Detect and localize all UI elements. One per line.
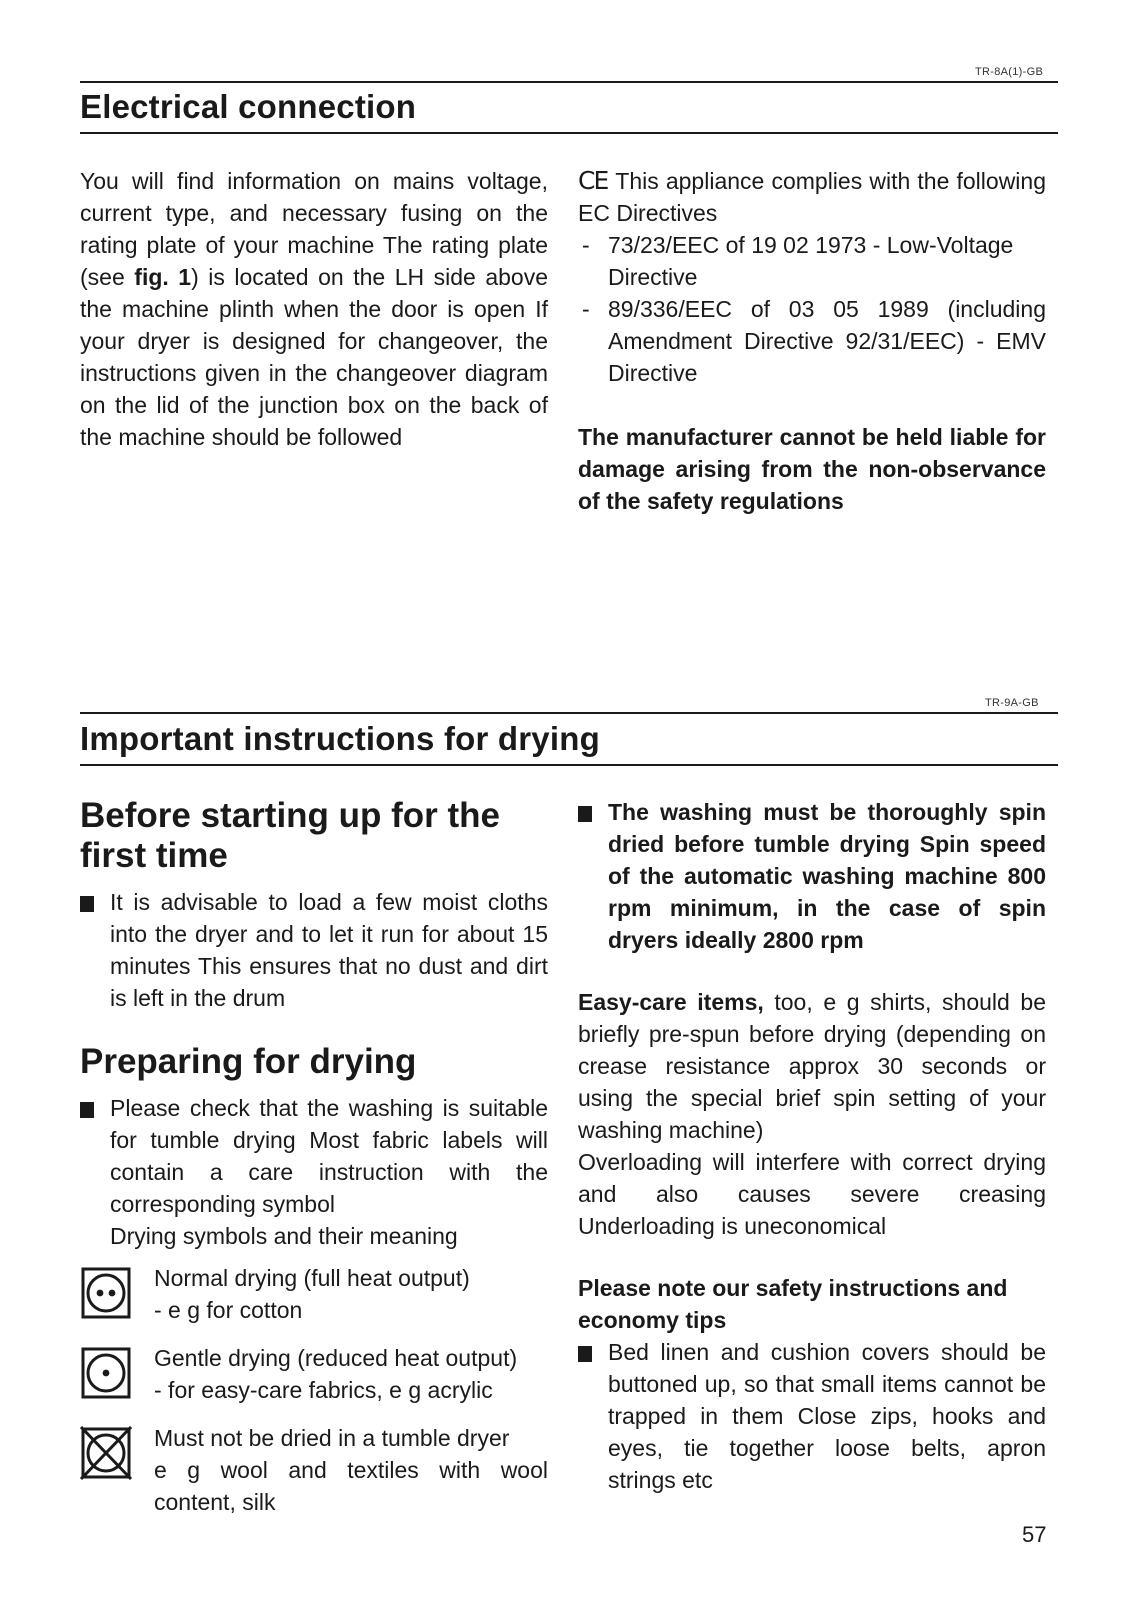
liability-notice: The manufacturer cannot be held liable for damage arising from the non-observance of the safety regulations	[578, 424, 1046, 514]
before-bullet: It is advisable to load a few moist cloths into the dryer and to let it run for about 15 minutes This ensures that no dust and dirt is left in the drum	[80, 886, 548, 1014]
heading-rule	[80, 764, 1058, 766]
heading-rule	[80, 132, 1058, 134]
electrical-info-paragraph: You will find information on mains voltage, current type, and necessary fusing on the rating plate of your machine The rating plate (see fig. 1) is located on the LH side above the machine plinth when the door is open If your dryer is designed for changeover, the instructions given in the changeover diagram on the lid of the junction box on the back of the machine should be followed	[80, 168, 549, 450]
preparing-heading: Preparing for drying	[80, 1042, 417, 1081]
tumble-dry-gentle-icon	[80, 1346, 132, 1400]
ce-text: This appliance complies with the following EC Directives	[578, 168, 1046, 226]
easycare-paragraph: Easy-care items, too, e g shirts, should be briefly pre-spun before drying (depending on crease resistance approx 30 seconds or using the special brief spin setting of your washing machine)	[578, 989, 1046, 1143]
before-heading: Before starting up for the first time	[80, 796, 501, 875]
section-code: TR-9A-GB	[985, 697, 1039, 709]
symbol-row-normal: Normal drying (full heat output) - e g for cotton	[80, 1262, 548, 1326]
symbol-row-gentle: Gentle drying (reduced heat output) - for easy-care fabrics, e g acrylic	[80, 1342, 548, 1406]
safety-bullet: Bed linen and cushion covers should be buttoned up, so that small items cannot be trapped in them Close zips, hooks and eyes, tie together loose belts, apron strings etc	[578, 1336, 1046, 1496]
safety-heading: Please note our safety instructions and economy tips	[578, 1275, 1008, 1333]
drying-right-column	[578, 796, 1046, 1496]
directive-item: - 73/23/EEC of 19 02 1973 - Low-Voltage Directive	[582, 232, 1014, 290]
fig-reference: fig. 1	[134, 264, 192, 290]
section-code: TR-8A(1)-GB	[975, 66, 1044, 78]
ce-compliance-block	[578, 165, 1046, 517]
section-heading: Important instructions for drying	[80, 720, 600, 757]
do-not-tumble-dry-icon	[80, 1426, 132, 1480]
symbol-row-no-dry: Must not be dried in a tumble dryer e g wool and textiles with wool content, silk	[80, 1422, 548, 1518]
page-number: 57	[1022, 1522, 1047, 1547]
drying-left-column	[80, 796, 548, 1518]
tumble-dry-normal-icon	[80, 1266, 132, 1320]
symbols-intro: Drying symbols and their meaning	[110, 1223, 458, 1249]
spin-bullet: The washing must be thoroughly spin dried before tumble drying Spin speed of the automatic washing machine 800 rpm minimum, in the case of spin dryers ideally 2800 rpm	[578, 796, 1046, 956]
top-rule	[80, 81, 1058, 83]
preparing-bullet: Please check that the washing is suitable for tumble drying Most fabric labels will contain a care instruction with the corresponding symbol	[80, 1092, 548, 1220]
directive-item: - 89/336/EEC of 03 05 1989 (including Amendment Directive 92/31/EEC) - EMV Directive	[582, 296, 1046, 386]
ce-mark-icon: CE	[578, 166, 608, 195]
top-rule	[80, 712, 1058, 714]
overloading-paragraph: Overloading will interfere with correct drying and also causes severe creasing Underloading is uneconomical	[578, 1149, 1046, 1239]
section-heading: Electrical connection	[80, 88, 417, 125]
